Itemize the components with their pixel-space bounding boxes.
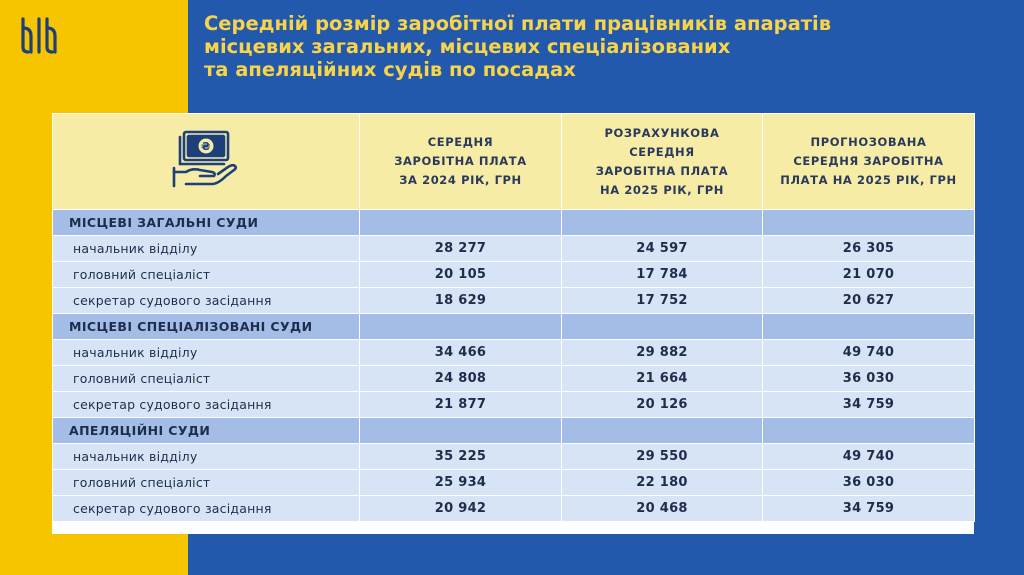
table-row [53, 340, 975, 366]
salary-value: 18 629 [360, 288, 562, 314]
salary-value: 21 664 [562, 366, 763, 392]
section-empty-cell [562, 314, 763, 340]
salary-value: 29 882 [562, 340, 763, 366]
col-header-2025-forecast-line-2: СЕРЕДНЯ ЗАРОБІТНА [793, 154, 944, 168]
table-row [53, 236, 975, 262]
money-hand-icon [170, 128, 242, 190]
col-header-2024-line-1: СЕРЕДНЯ [427, 135, 494, 149]
title-line-3: та апеляційних судів по посадах [204, 58, 576, 81]
salary-value: 20 468 [562, 496, 763, 522]
table-header-row [53, 114, 975, 210]
col-header-2025-forecast [763, 114, 975, 210]
col-header-2024 [360, 114, 562, 210]
salary-table-container [52, 113, 974, 534]
section-empty-cell [763, 418, 975, 444]
section-empty-cell [562, 418, 763, 444]
salary-value: 29 550 [562, 444, 763, 470]
col-header-2024-line-3: ЗА 2024 РІК, ГРН [399, 173, 522, 187]
section-empty-cell [360, 314, 562, 340]
salary-value: 35 225 [360, 444, 562, 470]
salary-value: 20 126 [562, 392, 763, 418]
position-label: начальник відділу [53, 340, 360, 366]
salary-value: 17 784 [562, 262, 763, 288]
section-empty-cell [360, 418, 562, 444]
position-label: головний спеціаліст [53, 470, 360, 496]
salary-value: 49 740 [763, 444, 975, 470]
section-title: МІСЦЕВІ ЗАГАЛЬНІ СУДИ [53, 210, 360, 236]
title-line-2: місцевих загальних, місцевих спеціалізованих [204, 35, 731, 58]
section-title: МІСЦЕВІ СПЕЦІАЛІЗОВАНІ СУДИ [53, 314, 360, 340]
position-label: секретар судового засідання [53, 392, 360, 418]
salary-value: 22 180 [562, 470, 763, 496]
salary-value: 34 759 [763, 392, 975, 418]
position-label: начальник відділу [53, 236, 360, 262]
section-title: АПЕЛЯЦІЙНІ СУДИ [53, 418, 360, 444]
page-title [204, 12, 984, 81]
salary-value: 49 740 [763, 340, 975, 366]
col-header-2025-forecast-line-3: ПЛАТА НА 2025 РІК, ГРН [780, 173, 957, 187]
position-label: секретар судового засідання [53, 288, 360, 314]
salary-value: 36 030 [763, 470, 975, 496]
salary-value: 36 030 [763, 366, 975, 392]
col-header-2025-forecast-line-1: ПРОГНОЗОВАНА [810, 135, 927, 149]
position-label: начальник відділу [53, 444, 360, 470]
salary-value: 25 934 [360, 470, 562, 496]
salary-value: 34 466 [360, 340, 562, 366]
col-header-2025-calc-line-1: РОЗРАХУНКОВА [604, 125, 720, 140]
salary-value: 28 277 [360, 236, 562, 262]
salary-value: 34 759 [763, 496, 975, 522]
salary-value: 21 877 [360, 392, 562, 418]
table-row [53, 470, 975, 496]
col-header-2025-calc-line-2: СЕРЕДНЯ [629, 144, 695, 159]
position-label: головний спеціаліст [53, 366, 360, 392]
header-icon-cell [53, 114, 360, 210]
table-row [53, 392, 975, 418]
table-row [53, 496, 975, 522]
section-empty-cell [763, 314, 975, 340]
section-row [53, 210, 975, 236]
table-row [53, 288, 975, 314]
col-header-2025-calc-line-3: ЗАРОБІТНА ПЛАТА [595, 163, 729, 178]
salary-table [52, 113, 975, 522]
section-row [53, 418, 975, 444]
table-row [53, 262, 975, 288]
col-header-2024-line-2: ЗАРОБІТНА ПЛАТА [394, 154, 527, 168]
col-header-2025-calc-line-4: НА 2025 РІК, ГРН [600, 182, 724, 197]
salary-value: 17 752 [562, 288, 763, 314]
salary-value: 24 808 [360, 366, 562, 392]
section-empty-cell [562, 210, 763, 236]
salary-value: 24 597 [562, 236, 763, 262]
salary-value: 21 070 [763, 262, 975, 288]
position-label: секретар судового засідання [53, 496, 360, 522]
title-line-1: Середній розмір заробітної плати працівників апаратів [204, 12, 832, 35]
dsa-emblem-icon [18, 14, 60, 56]
salary-value: 26 305 [763, 236, 975, 262]
salary-value: 20 942 [360, 496, 562, 522]
svg-text:₴: ₴ [200, 139, 212, 153]
section-empty-cell [763, 210, 975, 236]
table-row [53, 444, 975, 470]
section-empty-cell [360, 210, 562, 236]
salary-value: 20 105 [360, 262, 562, 288]
col-header-2025-calc [562, 114, 763, 210]
salary-value: 20 627 [763, 288, 975, 314]
table-row [53, 366, 975, 392]
table-body [53, 210, 975, 522]
section-row [53, 314, 975, 340]
position-label: головний спеціаліст [53, 262, 360, 288]
